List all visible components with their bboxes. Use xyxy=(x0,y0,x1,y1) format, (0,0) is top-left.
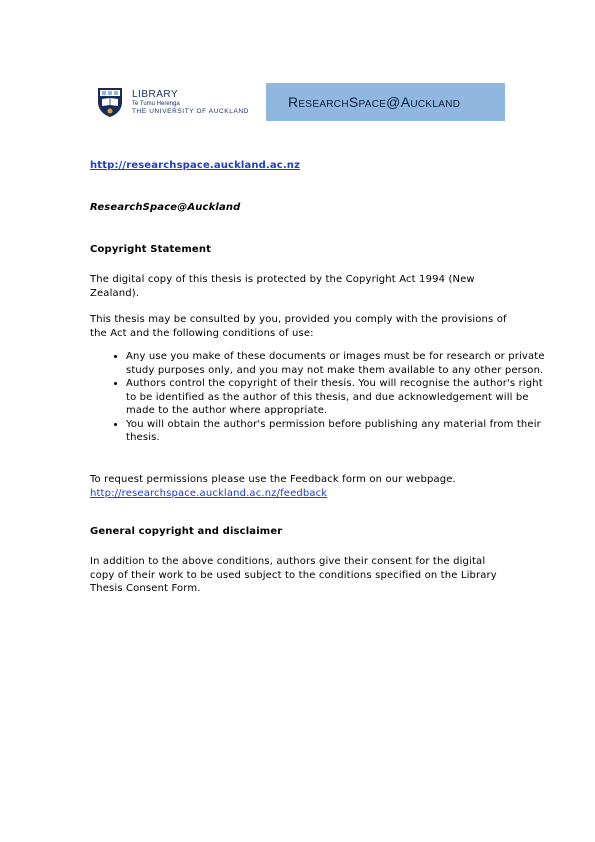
library-logo-block xyxy=(90,83,266,121)
list-item: • You will obtain the author's permission before publishing any material from their thesis. xyxy=(126,418,546,445)
conditions-list xyxy=(90,350,546,445)
feedback-link[interactable]: http://researchspace.auckland.ac.nz/feedback xyxy=(90,487,328,499)
university-crest-icon xyxy=(96,86,124,118)
list-item: • Any use you make of these documents or images must be for research or private study purposes only, and you may not make them available to any other person. xyxy=(126,350,546,377)
library-label: LIBRARY xyxy=(132,88,179,100)
maori-label: Te Tumu Herenga xyxy=(132,100,180,107)
paragraph-copyright-act: The digital copy of this thesis is protected by the Copyright Act 1994 (New Zealand). xyxy=(90,274,475,299)
copyright-heading: Copyright Statement xyxy=(90,244,212,255)
university-label: THE UNIVERSITY OF AUCKLAND xyxy=(132,107,249,115)
researchspace-link[interactable]: http://researchspace.auckland.ac.nz xyxy=(90,160,301,171)
repository-title: ResearchSpace@Auckland xyxy=(288,94,461,110)
site-name: ResearchSpace@Auckland xyxy=(90,202,241,213)
paragraph-permissions xyxy=(90,473,510,500)
general-heading: General copyright and disclaimer xyxy=(90,526,283,537)
paragraph-consent: In addition to the above conditions, authors give their consent for the digital copy of their work to be used subject to the conditions specified on the Library Thesis Consent Form. xyxy=(90,556,497,594)
paragraph-conditions-intro: This thesis may be consulted by you, provided you comply with the provisions of the Act and the following conditions of use: xyxy=(90,314,507,339)
permissions-text: To request permissions please use the Feedback form on our webpage. xyxy=(90,474,456,485)
library-banner xyxy=(90,83,505,121)
header-link-line xyxy=(90,159,510,173)
library-text-group xyxy=(132,89,249,116)
list-item: • Authors control the copyright of their thesis. You will recognise the author's right to be identified as the author of this thesis, and due acknowledgement will be made to the author where appropriate. xyxy=(126,377,546,418)
